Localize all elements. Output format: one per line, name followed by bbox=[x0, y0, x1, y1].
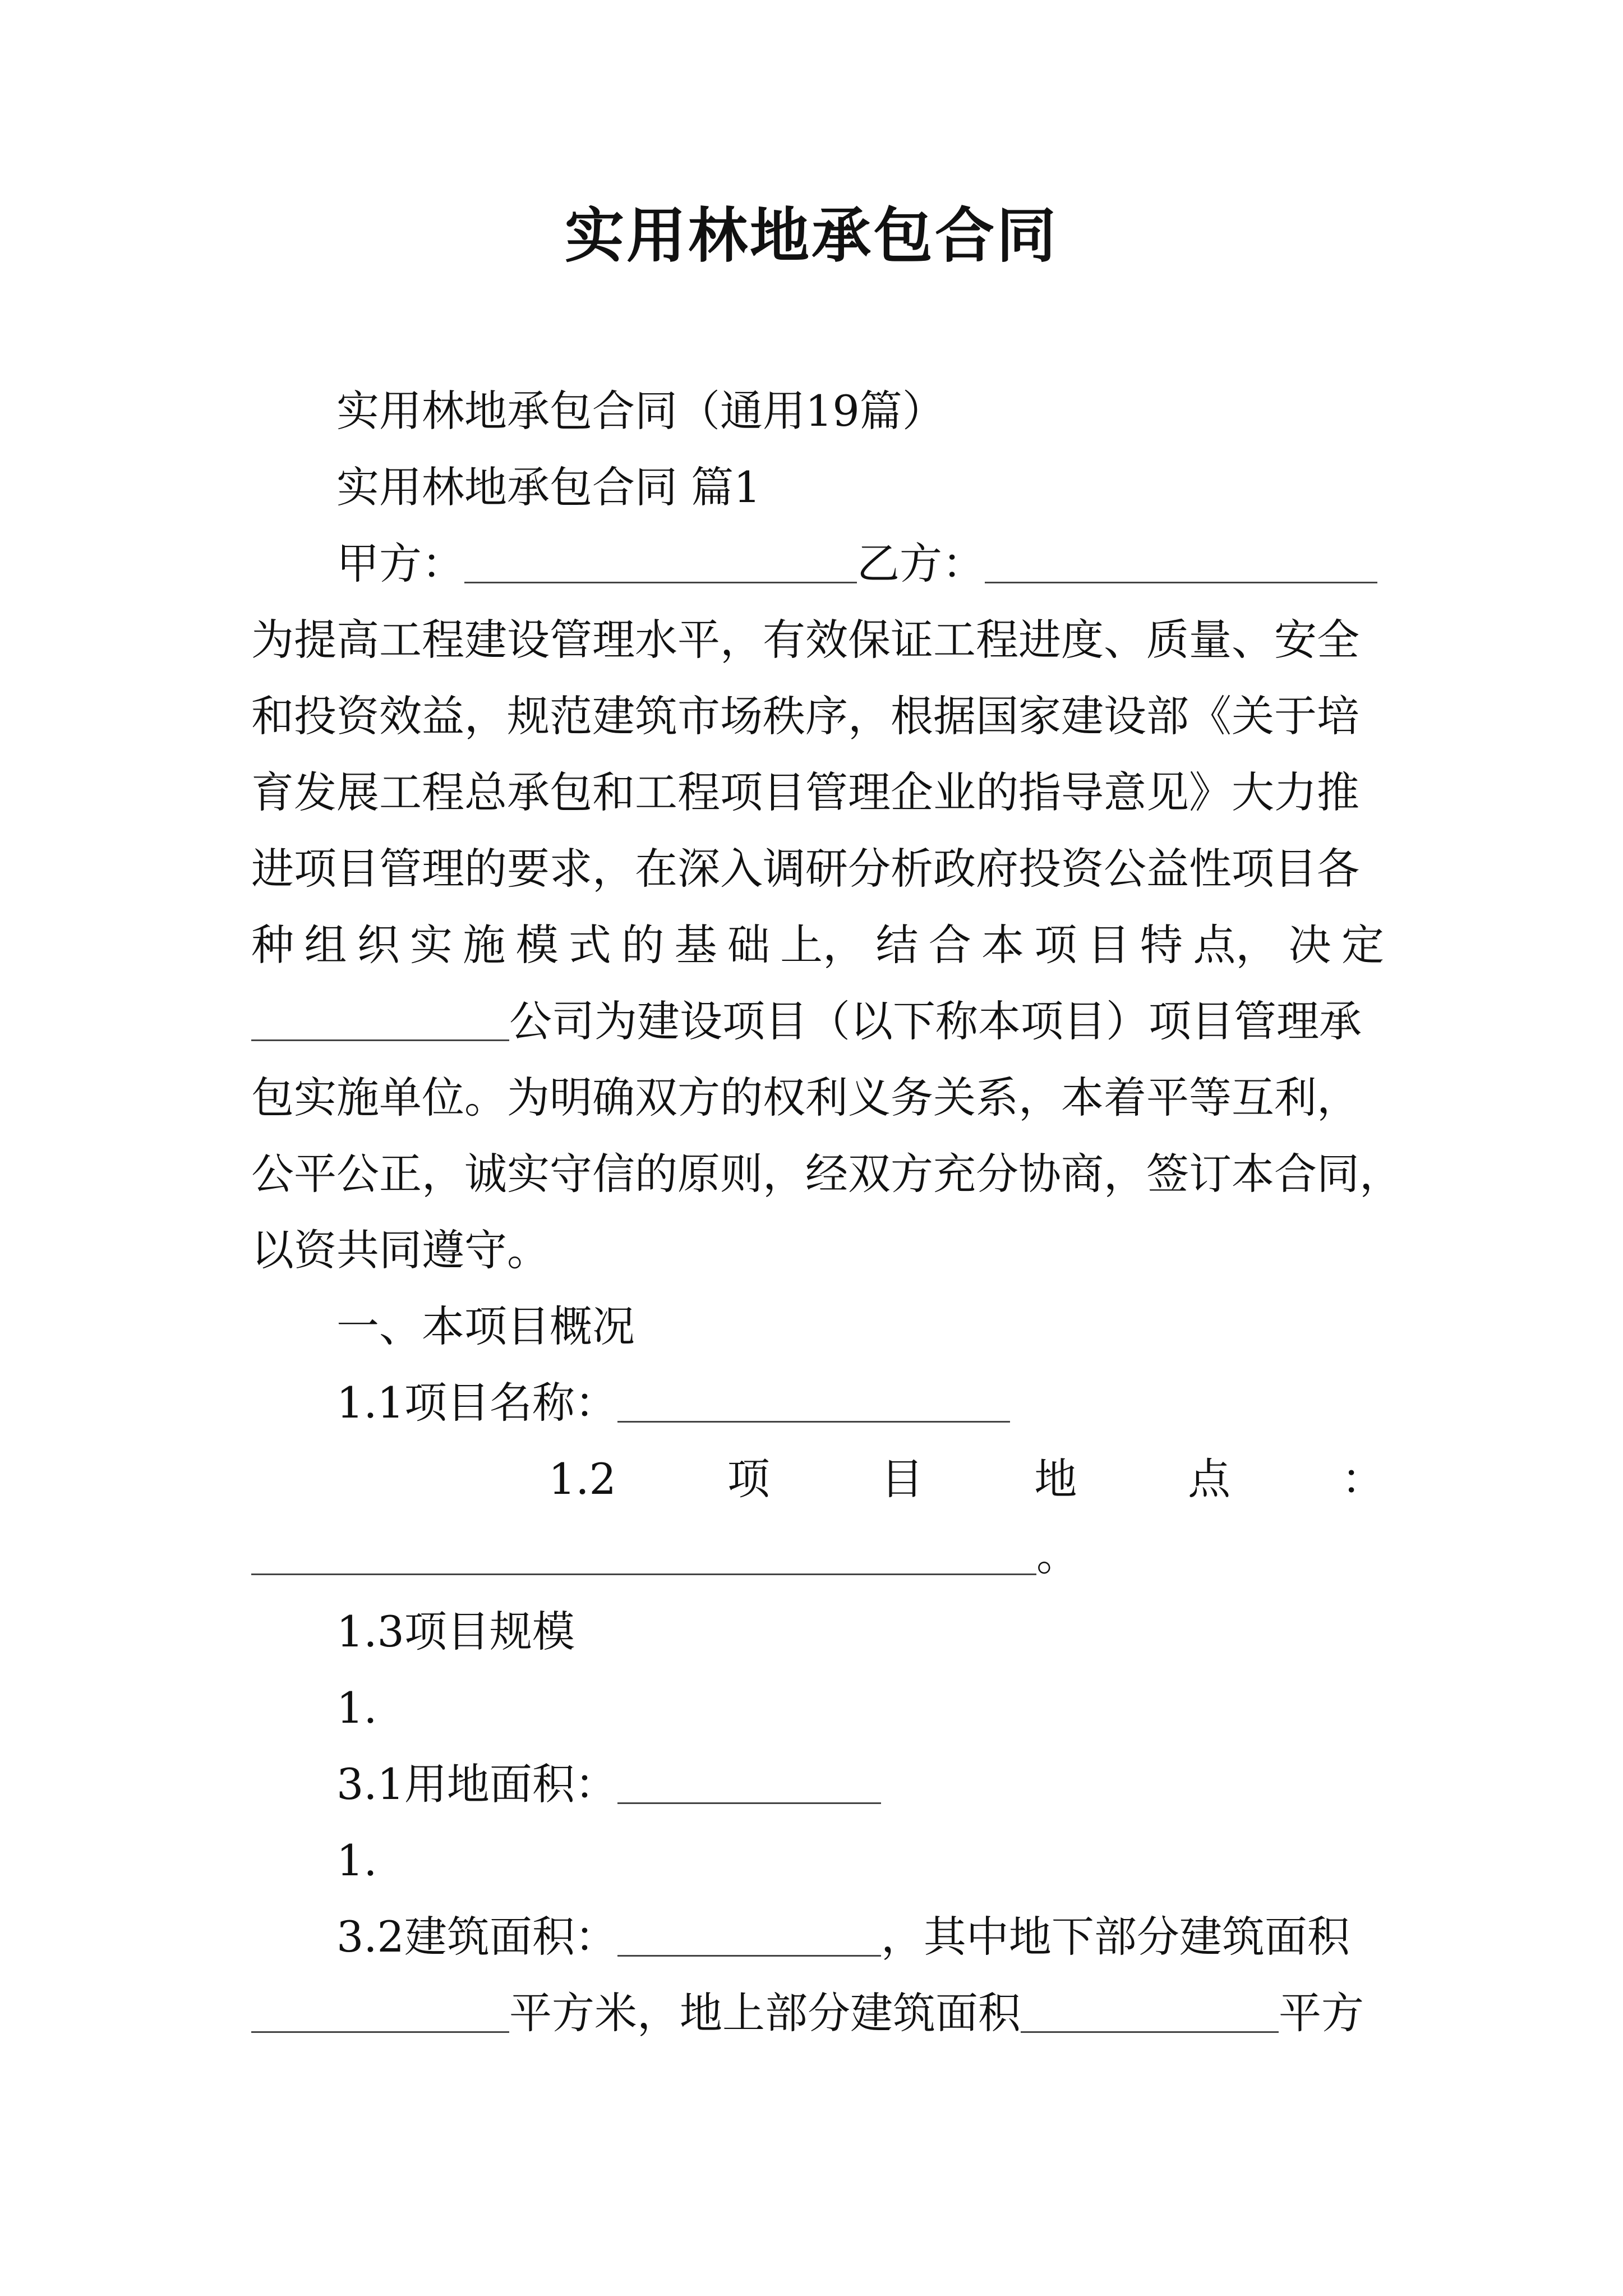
item-1-2-line2 bbox=[251, 1517, 1384, 1594]
subtitle: 实用林地承包合同（通用19篇） bbox=[336, 386, 945, 436]
item-1-2-blank bbox=[251, 1531, 1036, 1575]
item-1-2-part: 1.2 bbox=[548, 1454, 616, 1504]
item-1-2-part: 点 bbox=[1188, 1454, 1231, 1504]
paragraph-line: 以资共同遵守。 bbox=[251, 1225, 550, 1275]
paragraph-char: 定 bbox=[1341, 920, 1384, 970]
item-3-2-line2-end: 平方 bbox=[1279, 1988, 1364, 2038]
paragraph-char: 合 bbox=[928, 920, 971, 970]
item-3-2-label: 3.2建筑面积： bbox=[336, 1912, 617, 1962]
paragraph-char: 组 bbox=[304, 920, 347, 970]
party-a-label: 甲方： bbox=[336, 539, 464, 588]
item-1-2-part: 地 bbox=[1034, 1454, 1077, 1504]
item-1-1-blank bbox=[617, 1378, 1010, 1423]
paragraph-line: 和投资效益，规范建筑市场秩序，根据国家建设部《关于培 bbox=[251, 691, 1359, 741]
document-title: 实用林地承包合同 bbox=[565, 200, 1058, 270]
item-3-2 bbox=[251, 1899, 1384, 1975]
paragraph-char: 模 bbox=[515, 920, 559, 970]
paragraph-char: 项 bbox=[1034, 920, 1077, 970]
paragraph-line: 包实施单位。为明确双方的权利义务关系，本着平等互利， bbox=[251, 1073, 1359, 1122]
item-1-2-part: ： bbox=[1341, 1454, 1384, 1504]
paragraph-line: 育发展工程总承包和工程项目管理企业的指导意见》大力推 bbox=[251, 767, 1359, 817]
party-b-label: 乙方： bbox=[857, 539, 985, 588]
section-1-heading: 一、本项目概况 bbox=[336, 1301, 635, 1351]
parties-line bbox=[251, 526, 1384, 602]
item-3-2-blank bbox=[617, 1912, 881, 1957]
paragraph-char: 础 bbox=[727, 920, 770, 970]
aboveground-area-blank bbox=[1021, 1989, 1279, 2033]
paragraph-line: 进项目管理的要求，在深入调研分析政府投资公益性项目各 bbox=[251, 844, 1359, 894]
paragraph-char: 目 bbox=[1087, 920, 1130, 970]
company-text: 公司为建设项目（以下称本项目）项目管理承 bbox=[509, 996, 1362, 1046]
paragraph-char: 本 bbox=[981, 920, 1025, 970]
paragraph-char: 特 bbox=[1140, 920, 1183, 970]
paragraph-line-justified bbox=[251, 907, 1384, 983]
paragraph-char: 点， bbox=[1193, 920, 1279, 970]
paragraph-line bbox=[251, 983, 1384, 1060]
paragraph-char: 式 bbox=[568, 920, 611, 970]
paragraph-char: 织 bbox=[357, 920, 400, 970]
item-3-1-label: 3.1用地面积： bbox=[336, 1759, 617, 1809]
paragraph-char: 上， bbox=[780, 920, 866, 970]
paragraph-char: 基 bbox=[674, 920, 717, 970]
paragraph-char: 实 bbox=[409, 920, 453, 970]
item-1-1 bbox=[251, 1365, 1384, 1441]
item-1-1-label: 1.1项目名称： bbox=[336, 1378, 617, 1428]
paragraph-line: 公平公正，诚实守信的原则，经双方充分协商，签订本合同， bbox=[251, 1149, 1402, 1199]
item-1-b: 1. bbox=[336, 1835, 377, 1885]
item-1-2-part: 项 bbox=[727, 1454, 770, 1504]
item-1-2-part: 目 bbox=[880, 1454, 924, 1504]
paragraph-char: 决 bbox=[1288, 920, 1331, 970]
party-a-blank bbox=[464, 539, 857, 583]
paragraph-char: 施 bbox=[463, 920, 506, 970]
item-3-2-line2 bbox=[251, 1975, 1384, 2051]
item-1-2 bbox=[251, 1441, 1384, 1517]
underground-area-blank bbox=[251, 1989, 509, 2033]
party-b-blank bbox=[985, 539, 1377, 583]
item-3-1-blank bbox=[617, 1760, 881, 1804]
section-heading: 实用林地承包合同 篇1 bbox=[336, 462, 761, 512]
document-body bbox=[251, 373, 1402, 2051]
item-1-2-end: 。 bbox=[1036, 1530, 1079, 1580]
item-3-2-after: ，其中地下部分建筑面积 bbox=[880, 1912, 1350, 1962]
company-blank bbox=[251, 997, 509, 1041]
paragraph-char: 种 bbox=[251, 920, 294, 970]
paragraph-line: 为提高工程建设管理水平，有效保证工程进度、质量、安全 bbox=[251, 615, 1359, 665]
item-3-2-line2-mid: 平方米，地上部分建筑面积 bbox=[509, 1988, 1021, 2038]
item-1-a: 1. bbox=[336, 1683, 377, 1733]
paragraph-char: 结 bbox=[875, 920, 919, 970]
item-1-3: 1.3项目规模 bbox=[336, 1607, 575, 1657]
paragraph-char: 的 bbox=[621, 920, 665, 970]
item-3-1 bbox=[251, 1746, 1384, 1823]
